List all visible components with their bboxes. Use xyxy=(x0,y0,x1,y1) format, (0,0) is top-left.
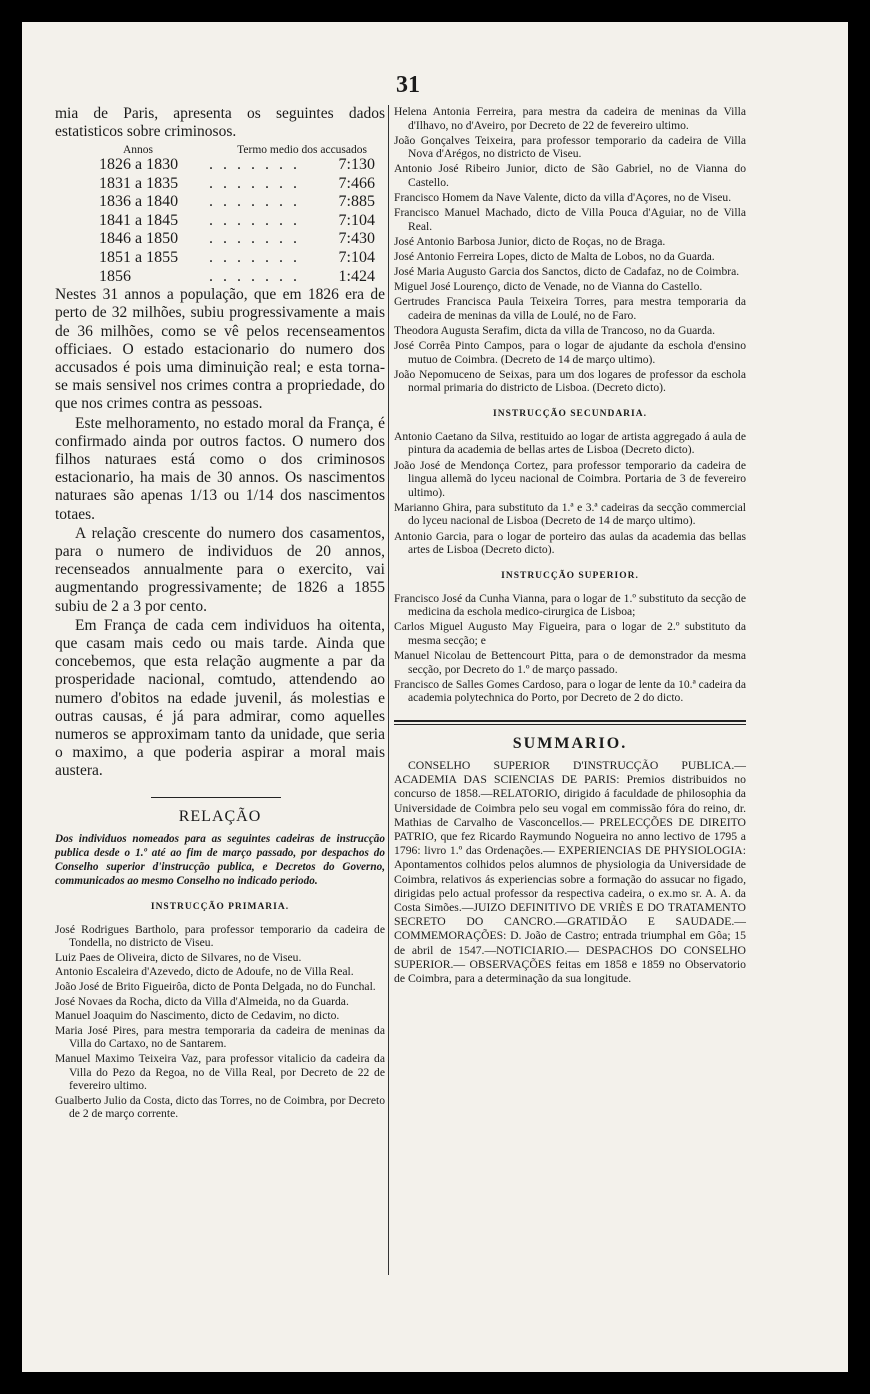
table-leader-dots xyxy=(209,212,303,231)
table-cell-value: 7:104 xyxy=(338,248,375,266)
table-cell-value: 7:130 xyxy=(338,156,375,173)
relacao-heading: RELAÇÃO xyxy=(178,807,262,825)
left-column xyxy=(55,105,385,1122)
appointment-entry: Gualberto Julio da Costa, dicto das Torres, no de Coimbra, por Decreto de 2 de março corrente. xyxy=(55,1093,385,1121)
section-primary-heading: INSTRUCÇÃO PRIMARIA. xyxy=(150,901,290,912)
appointment-entry: Antonio Escaleira d'Azevedo, dicto de Adoufe, no de Villa Real. xyxy=(55,965,354,979)
section-superior-heading: INSTRUCÇÃO SUPERIOR. xyxy=(501,570,639,581)
table-row xyxy=(55,193,385,212)
column-rule xyxy=(388,105,389,1275)
body-paragraph: Este melhoramento, no estado moral da França, é confirmado ainda por outros factos. O numero dos filhos naturaes está como o dos criminosos estacionario, ha mais de 30 annos. Os nascimentos naturaes são apenas 1/13 ou 1/14 dos nascimentos totaes. xyxy=(55,414,385,523)
entries-primary-continued xyxy=(394,105,746,395)
table-cell-value: 7:466 xyxy=(338,174,375,192)
table-row xyxy=(55,175,385,194)
entries-secondary xyxy=(394,430,746,557)
table-cell-years: 1846 a 1850 xyxy=(99,230,179,248)
page-number: 31 xyxy=(396,72,420,98)
appointment-entry: Marianno Ghira, para substituto da 1.ª e 3.ª cadeiras da secção commercial do lyceu nacional de Lisboa (Decreto de 14 de março ultimo). xyxy=(394,500,746,528)
appointment-entry: Carlos Miguel Augusto May Figueira, para o logar de 2.º substituto da mesma secção; e xyxy=(394,620,746,647)
table-cell-years: 1856 xyxy=(99,267,131,285)
table-row xyxy=(55,212,385,231)
appointment-entry: José Antonio Ferreira Lopes, dicto de Malta de Lobos, no da Guarda. xyxy=(394,249,715,263)
table-header-average: Termo medio dos accusados xyxy=(237,144,367,156)
table-leader-dots xyxy=(209,230,303,249)
table-cell-value: 7:430 xyxy=(338,230,375,248)
appointment-entry: Gertrudes Francisca Paula Teixeira Torres, para mestra temporaria da cadeira de meninas da villa de Loulé, no de Faro. xyxy=(394,295,746,322)
appointment-entry: João José de Mendonça Cortez, para professor temporario da cadeira de lingua allemã do lyceu nacional de Coimbra. Portaria de 3 de fevereiro ultimo). xyxy=(394,458,746,499)
appointment-entry: João José de Brito Figueirôa, dicto de Ponta Delgada, no do Funchal. xyxy=(55,980,376,994)
newspaper-page xyxy=(22,22,848,1372)
table-leader-dots xyxy=(209,193,303,212)
table-cell-years: 1836 a 1840 xyxy=(99,193,179,211)
appointment-entry: José Corrêa Pinto Campos, para o logar de ajudante da eschola d'ensino mutuo de Coimbra. (Decreto de 14 de março ultimo). xyxy=(394,339,746,366)
appointment-entry: José Novaes da Rocha, dicto da Villa d'Almeida, no da Guarda. xyxy=(55,994,349,1008)
table-cell-years: 1851 a 1855 xyxy=(99,248,179,266)
left-paragraphs xyxy=(55,286,385,780)
appointment-entry: Theodora Augusta Serafim, dicta da villa de Trancoso, no da Guarda. xyxy=(394,323,716,337)
table-header xyxy=(55,141,385,156)
right-column xyxy=(394,105,746,986)
appointment-entry: João Nepomuceno de Seixas, para um dos logares de professor da eschola normal primaria do districto de Lisboa. (Decreto dicto). xyxy=(394,367,746,395)
table-leader-dots xyxy=(209,249,303,268)
appointment-entry: Miguel José Lourenço, dicto de Venade, no de Vianna do Castello. xyxy=(394,280,703,294)
table-leader-dots xyxy=(209,175,303,194)
intro-text: mia de Paris, apresenta os seguintes dados estatisticos sobre criminosos. xyxy=(55,105,385,140)
entries-primary xyxy=(55,923,385,1121)
relacao-subtitle: Dos individuos nomeados para as seguintes cadeiras de instrucção publica desde o 1.º até ao fim de março passado, por despachos do Conselho superior d'instrucção publica, e Decretos do Governo, communicados ao mesmo Conselho no indicado periodo. xyxy=(55,832,385,887)
table-cell-value: 7:104 xyxy=(338,211,375,229)
table-leader-dots xyxy=(209,268,303,287)
appointment-entry: Manuel Nicolau de Bettencourt Pitta, para o de demonstrador da mesma secção, por Decreto do 1.º de março passado. xyxy=(394,649,746,676)
table-row xyxy=(55,156,385,175)
section-secondary-heading: INSTRUCÇÃO SECUNDARIA. xyxy=(493,408,647,419)
table-row xyxy=(55,268,385,287)
table-cell-years: 1831 a 1835 xyxy=(99,174,179,192)
appointment-entry: João Gonçalves Teixeira, para professor temporario da cadeira de Villa Nova d'Arégos, no districto de Viseu. xyxy=(394,133,746,161)
body-paragraph: Em França de cada cem individuos ha oitenta, que casam mais cedo ou mais tarde. Ainda que concebemos, que esta relação augmente a par da prosperidade nacional, comtudo, attendendo ao numero d'obitos na edade juvenil, ás molestias e outras causas, é já para admirar, como aquelles numeros se approximam tanto da unidade, que seria o maximo, a que poderia aspirar a moral mais austera. xyxy=(55,616,385,780)
appointment-entry: Francisco Manuel Machado, dicto de Villa Pouca d'Aguiar, no de Villa Real. xyxy=(394,206,746,233)
summary-heading: SUMMARIO. xyxy=(512,734,628,752)
appointment-entry: Manuel Maximo Teixeira Vaz, para professor vitalicio da cadeira da Villa do Pezo da Regoa, no de Villa Real, por Decreto de 22 de fevereiro ultimo. xyxy=(55,1051,385,1093)
appointment-entry: José Antonio Barbosa Junior, dicto de Roças, no de Braga. xyxy=(394,234,666,248)
table-cell-value: 7:885 xyxy=(338,193,375,211)
summary-text: CONSELHO SUPERIOR D'INSTRUCÇÃO PUBLICA.—ACADEMIA DAS SCIENCIAS DE PARIS: Premios distribuidos no concurso de 1858.—RELATORIO, dirigido á faculdade de philosophia da Universidade de Coimbra pelo seu vogal em commissão fóra do reino, dr. Mathias de Carvalho de Vasconcellos.— PRELECÇÕES DE DIREITO PATRIO, que fez Ricardo Raymundo Nogueira no anno lectivo de 1795 a 1796: livro 1.º das Ordenações.— EXPERIENCIAS DE PHYSIOLOGIA: Apontamentos colhidos pelos alumnos de physiologia da Universidade de Coimbra, relativos ás experiencias sobre a formação do assucar no figado, dirigidas pelo actual professor da respectiva cadeira, o ex.mo sr. A. A. da Costa Simões.—JUIZO DEFINITIVO DE VRIÈS E DO TRATAMENTO SECRETO DO CANCRO.—GRATIDÃO E SAUDADE.— COMMEMORAÇÕES: D. João de Castro; entrada triumphal em Gôa; 15 de abril de 1547.—NOTICIARIO.— DESPACHOS DO CONSELHO SUPERIOR.— OBSERVAÇÕES feitas em 1858 e 1859 no Observatorio de Coimbra, para a determinação da sua longitude. xyxy=(394,758,746,986)
table-leader-dots xyxy=(209,156,303,175)
appointment-entry: Antonio Caetano da Silva, restituido ao logar de artista aggregado á aula de pintura da academia de bellas artes de Lisboa (Decreto dicto). xyxy=(394,429,746,457)
appointment-entry: Antonio Garcia, para o logar de porteiro das aulas da academia das bellas artes de Lisboa (Decreto dicto). xyxy=(394,529,746,557)
table-cell-value: 1:424 xyxy=(338,267,375,285)
entries-superior xyxy=(394,592,746,705)
table-cell-years: 1841 a 1845 xyxy=(99,211,179,229)
table-header-years: Annos xyxy=(123,144,154,156)
body-paragraph: Nestes 31 annos a população, que em 1826 era de perto de 32 milhões, subiu progressivamente a mais de 36 milhões, como se vê pelos recenseamentos officiaes. O estado estacionario do numero dos accusados é pois uma diminuição real; e esta torna-se mais sensivel nos crimes contra a propriedade, do que nos crimes contra as pessoas. xyxy=(55,286,385,413)
appointment-entry: José Maria Augusto Garcia dos Sanctos, dicto de Cadafaz, no de Coimbra. xyxy=(394,265,740,279)
appointment-entry: Maria José Pires, para mestra temporaria da cadeira de meninas da Villa do Cartaxo, no de Santarem. xyxy=(55,1023,385,1051)
appointment-entry: Manuel Joaquim do Nascimento, dicto de Cedavim, no dicto. xyxy=(55,1009,340,1023)
statistics-table xyxy=(55,156,385,286)
appointment-entry: Francisco de Salles Gomes Cardoso, para o logar de lente da 10.ª cadeira da academia polytechnica do Porto, por Decreto de 2 do dicto. xyxy=(394,677,746,705)
appointment-entry: Francisco José da Cunha Vianna, para o logar de 1.º substituto da secção de medicina da eschola medico-cirurgica de Lisboa; xyxy=(394,591,746,619)
appointment-entry: Luiz Paes de Oliveira, dicto de Silvares, no de Viseu. xyxy=(55,950,302,964)
appointment-entry: Francisco Homem da Nave Valente, dicto da villa d'Açores, no de Viseu. xyxy=(394,191,732,205)
double-rule xyxy=(394,720,746,725)
body-paragraph: A relação crescente do numero dos casamentos, para o numero de individuos de 20 annos, recenseados annualmente para o exercito, vai augmentando progressivamente; de 1826 a 1855 subiu de 2 a 3 por cento. xyxy=(55,524,385,615)
appointment-entry: Antonio José Ribeiro Junior, dicto de São Gabriel, no de Vianna do Castello. xyxy=(394,162,746,189)
table-row xyxy=(55,230,385,249)
table-cell-years: 1826 a 1830 xyxy=(99,156,179,173)
separator-rule xyxy=(151,797,281,798)
appointment-entry: Helena Antonia Ferreira, para mestra da cadeira de meninas da Villa d'Ilhavo, no d'Aveiro, por Decreto de 22 de fevereiro ultimo. xyxy=(394,105,746,132)
table-row xyxy=(55,249,385,268)
appointment-entry: José Rodrigues Bartholo, para professor temporario da cadeira de Tondella, no districto de Viseu. xyxy=(55,922,385,950)
